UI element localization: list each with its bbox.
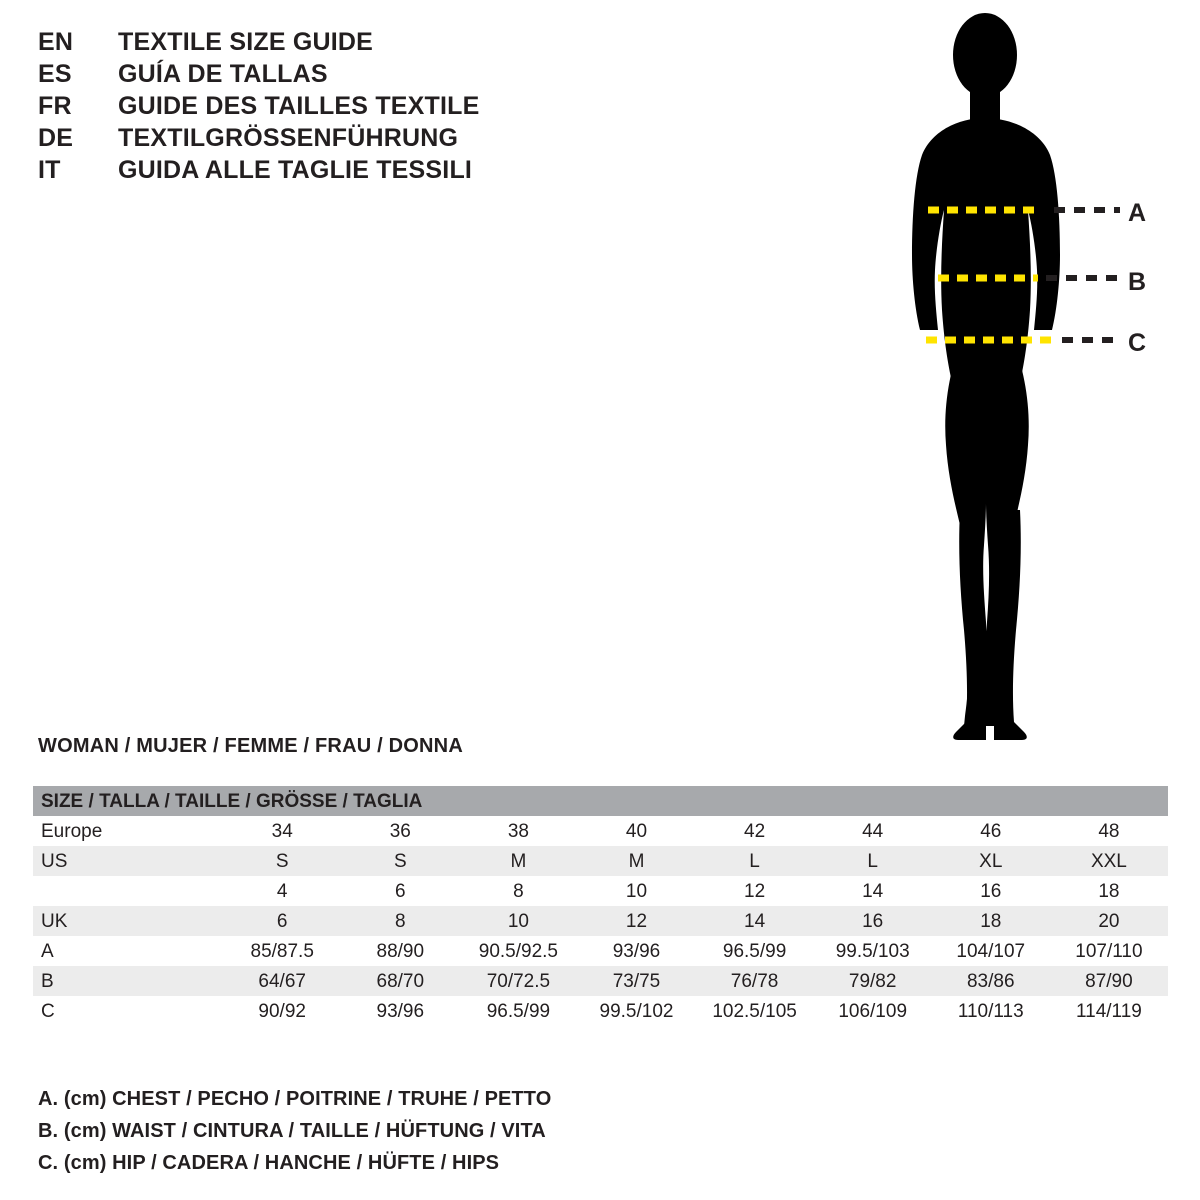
table-cell: 102.5/105 <box>696 996 814 1026</box>
table-cell: 16 <box>814 906 932 936</box>
row-label-c: C <box>33 996 223 1026</box>
title-lang-de: DE <box>38 124 74 152</box>
table-cell: 90/92 <box>223 996 341 1026</box>
table-cell: 93/96 <box>577 936 695 966</box>
table-cell: 44 <box>814 816 932 846</box>
table-header-cell: SIZE / TALLA / TAILLE / GRÖSSE / TAGLIA <box>33 786 1168 816</box>
table-row <box>33 816 1168 846</box>
table-cell: 20 <box>1050 906 1168 936</box>
table-cell: 14 <box>696 906 814 936</box>
legend-row-a: A. (cm) CHEST / PECHO / POITRINE / TRUHE / PETTO <box>38 1088 552 1110</box>
row-label-us: US <box>33 846 223 876</box>
legend-row-b: B. (cm) WAIST / CINTURA / TAILLE / HÜFTUNG / VITA <box>38 1120 546 1142</box>
measurement-figure <box>860 10 1190 750</box>
table-cell: M <box>577 846 695 876</box>
table-cell: 8 <box>341 906 459 936</box>
marker-label-c: C <box>1128 329 1147 357</box>
table-cell: 14 <box>814 876 932 906</box>
table-cell: 16 <box>932 876 1050 906</box>
table-cell: 110/113 <box>932 996 1050 1026</box>
table-cell: 70/72.5 <box>459 966 577 996</box>
table-cell: 68/70 <box>341 966 459 996</box>
title-block <box>38 28 738 188</box>
title-lang-it: IT <box>38 156 61 184</box>
table-cell: 12 <box>577 906 695 936</box>
table-body <box>33 816 1168 1026</box>
legend <box>38 1088 838 1184</box>
table-cell: 93/96 <box>341 996 459 1026</box>
female-body-silhouette-icon <box>860 10 1190 750</box>
legend-row-c: C. (cm) HIP / CADERA / HANCHE / HÜFTE / HIPS <box>38 1152 500 1174</box>
title-row <box>38 156 738 188</box>
table-row <box>33 846 1168 876</box>
title-lang-es: ES <box>38 60 72 88</box>
table-cell: M <box>459 846 577 876</box>
row-label-b: B <box>33 966 223 996</box>
table-cell: 79/82 <box>814 966 932 996</box>
table-cell: 99.5/103 <box>814 936 932 966</box>
table-cell: 40 <box>577 816 695 846</box>
table-cell: 6 <box>341 876 459 906</box>
title-row <box>38 60 738 92</box>
table-row <box>33 906 1168 936</box>
table-cell: 48 <box>1050 816 1168 846</box>
table-cell: 10 <box>459 906 577 936</box>
title-row <box>38 124 738 156</box>
title-text-de: TEXTILGRÖSSENFÜHRUNG <box>118 124 459 152</box>
table-cell: 8 <box>459 876 577 906</box>
table-cell: 99.5/102 <box>577 996 695 1026</box>
table-cell: 96.5/99 <box>696 936 814 966</box>
table-cell: 88/90 <box>341 936 459 966</box>
row-label-us-numeric <box>33 876 223 906</box>
table-row <box>33 996 1168 1026</box>
table-cell: 85/87.5 <box>223 936 341 966</box>
title-text-fr: GUIDE DES TAILLES TEXTILE <box>118 92 480 120</box>
title-row <box>38 28 738 60</box>
section-heading: WOMAN / MUJER / FEMME / FRAU / DONNA <box>38 735 463 757</box>
table-cell: 36 <box>341 816 459 846</box>
table-cell: 90.5/92.5 <box>459 936 577 966</box>
marker-label-a: A <box>1128 199 1147 227</box>
title-row <box>38 92 738 124</box>
row-label-a: A <box>33 936 223 966</box>
table-cell: 38 <box>459 816 577 846</box>
table-cell: 18 <box>932 906 1050 936</box>
table-cell: 83/86 <box>932 966 1050 996</box>
table-cell: S <box>223 846 341 876</box>
title-lang-en: EN <box>38 28 74 56</box>
table-cell: XL <box>932 846 1050 876</box>
table-cell: 73/75 <box>577 966 695 996</box>
table-cell: 114/119 <box>1050 996 1168 1026</box>
table-head <box>33 786 1168 816</box>
table-cell: 96.5/99 <box>459 996 577 1026</box>
row-label-europe: Europe <box>33 816 223 846</box>
table-header-row <box>33 786 1168 816</box>
table-cell: XXL <box>1050 846 1168 876</box>
table-cell: 76/78 <box>696 966 814 996</box>
table-cell: 6 <box>223 906 341 936</box>
table-cell: 64/67 <box>223 966 341 996</box>
table-cell: 106/109 <box>814 996 932 1026</box>
table-cell: 34 <box>223 816 341 846</box>
marker-label-b: B <box>1128 268 1147 296</box>
table-cell: 87/90 <box>1050 966 1168 996</box>
size-table <box>33 786 1168 1026</box>
table-row <box>33 876 1168 906</box>
title-text-es: GUÍA DE TALLAS <box>118 60 328 88</box>
table-cell: 46 <box>932 816 1050 846</box>
table-cell: 12 <box>696 876 814 906</box>
table-cell: 104/107 <box>932 936 1050 966</box>
table-cell: L <box>696 846 814 876</box>
table-cell: S <box>341 846 459 876</box>
table-cell: 107/110 <box>1050 936 1168 966</box>
table-row <box>33 966 1168 996</box>
table-cell: L <box>814 846 932 876</box>
table-row <box>33 936 1168 966</box>
title-text-en: TEXTILE SIZE GUIDE <box>118 28 374 56</box>
title-lang-fr: FR <box>38 92 72 120</box>
table-cell: 4 <box>223 876 341 906</box>
row-label-uk: UK <box>33 906 223 936</box>
table-cell: 18 <box>1050 876 1168 906</box>
table-cell: 10 <box>577 876 695 906</box>
title-text-it: GUIDA ALLE TAGLIE TESSILI <box>118 156 473 184</box>
table-cell: 42 <box>696 816 814 846</box>
